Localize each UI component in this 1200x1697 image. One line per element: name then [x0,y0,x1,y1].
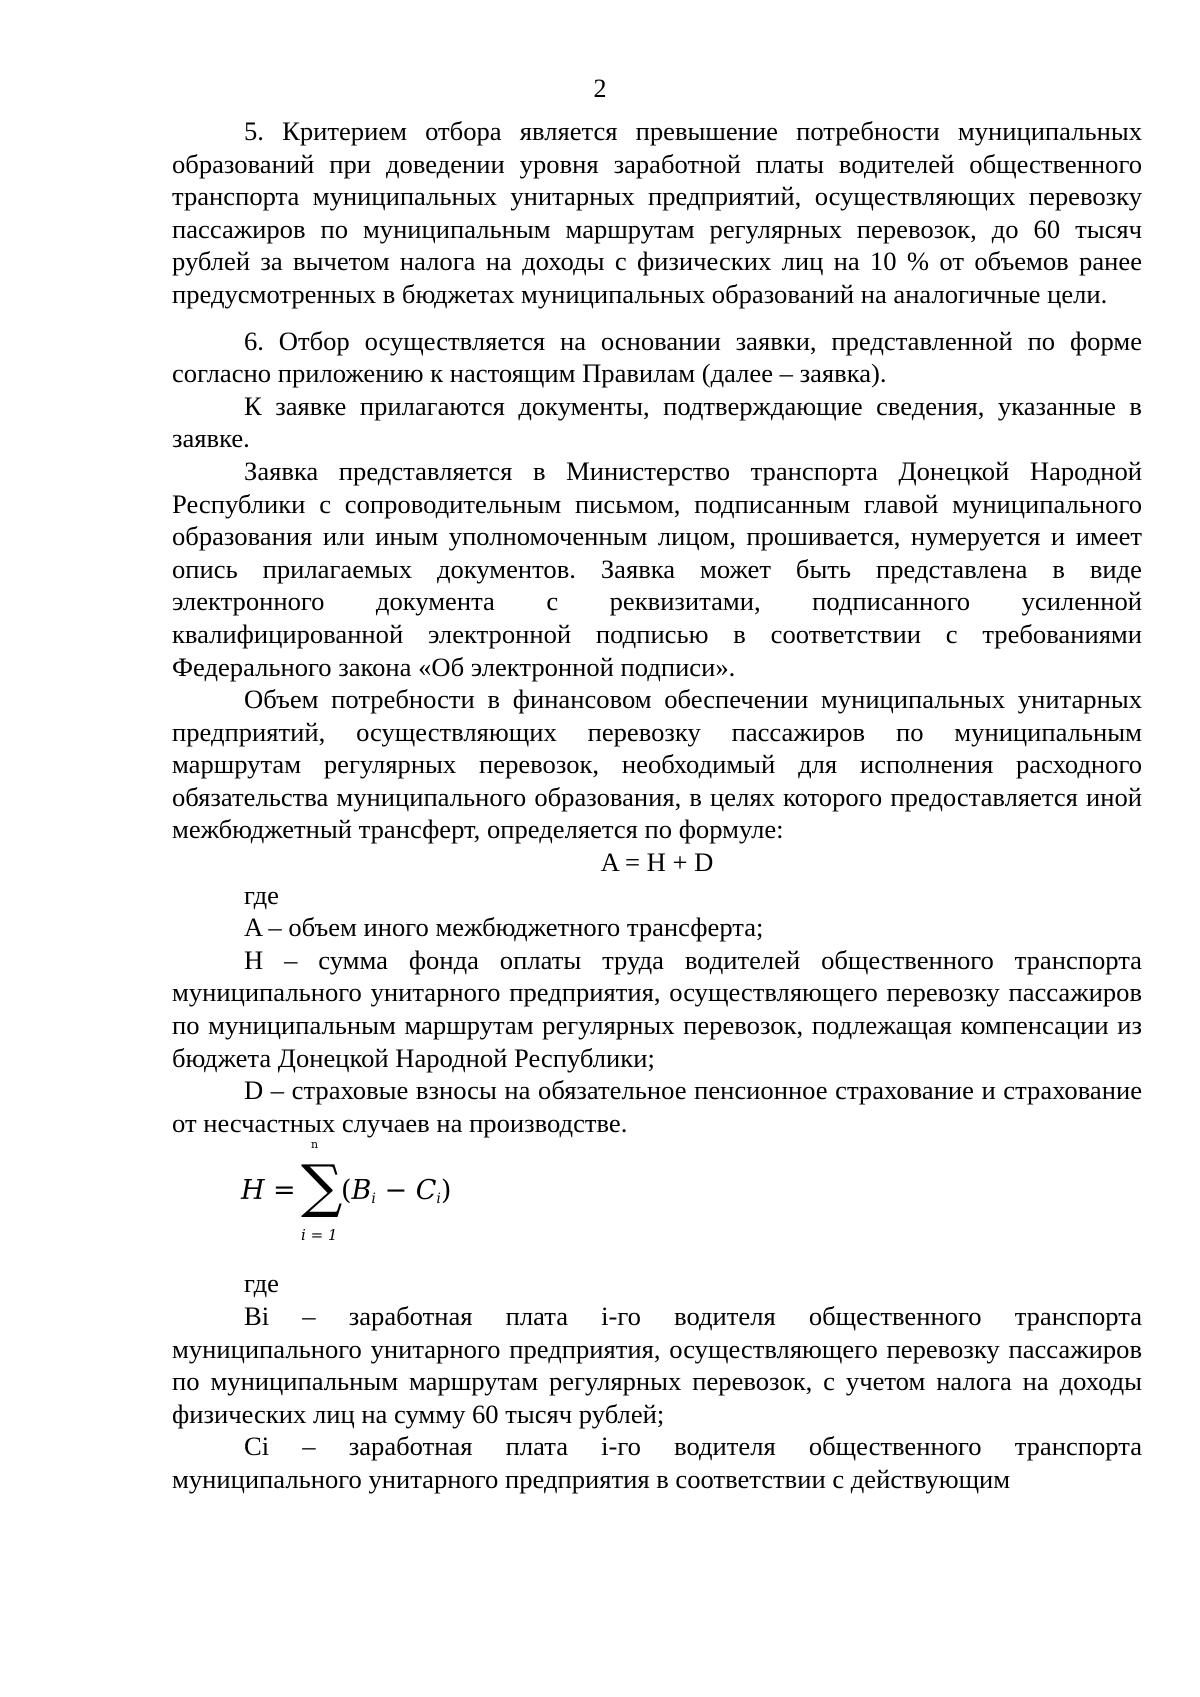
definition-ci: Ci – заработная плата i-го водителя общественного транспорта муниципального унитарного предприятия в соответствии с действующим [172,1431,1142,1494]
formula-sum-lhs: H [241,1175,265,1207]
term-c-subscript: i [436,1191,441,1208]
close-paren: ) [440,1175,452,1207]
paragraph-submission: Заявка представляется в Министерство транспорта Донецкой Народной Республики с сопроводительным письмом, подписанным главой муниципального образования или иным уполномоченным лицом, прошивается, нумеруется и имеет опись прилагаемых документов. Заявка может быть представлена в виде электронного документа с реквизитами, подписанного усиленной квалифицированной электронной подписью в соответствии с требованиями Федерального закона «Об электронной подписи». [172,455,1142,682]
paragraph-criterion: 5. Критерием отбора является превышение потребности муниципальных образований при доведении уровня заработной платы водителей общественного транспорта муниципальных унитарных предприятий, осуществляющих перевозку пассажиров по муниципальным маршрутам регулярных перевозок, до 60 тысяч рублей за вычетом налога на доходы с физических лиц на 10 % от объемов ранее предусмотренных в бюджетах муниципальных образований на аналогичные цели. [172,116,1142,309]
formula-sum-expression [341,1175,451,1216]
definition-a: A – объем иного межбюджетного трансферта; [244,912,764,943]
where-label: где [244,879,279,910]
sum-upper-limit: n [311,1138,319,1152]
formula-sum-block [172,1139,1142,1267]
term-b-subscript: i [371,1191,376,1208]
document-body [172,115,1142,1496]
formula-sum [241,1139,501,1267]
definition-d: D – страховые взносы на обязательное пенсионное страхование и страхование от несчастных случаев на производстве. [172,1075,1142,1138]
open-paren: ( [341,1175,352,1207]
formula-total: A = H + D [600,847,714,878]
formula-sum-equals: = [273,1175,296,1207]
paragraph-attached-documents: К заявке прилагаются документы, подтверждающие сведения, указанные в заявке. [172,390,1142,454]
term-b: B [351,1175,372,1207]
minus-sign: − [384,1175,408,1207]
page-number: 2 [593,74,607,103]
sum-lower-limit-text: i = 1 [301,1226,338,1245]
definition-bi: Bi – заработная плата i-го водителя общественного транспорта муниципального унитарного предприятия, осуществляющего перевозку пассажиров по муниципальным маршрутам регулярных перевозок, с учетом налога на доходы физических лиц на сумму 60 тысяч рублей; [172,1301,1142,1429]
sigma-symbol: ∑ [301,1152,343,1221]
where-label-2: где [244,1268,279,1299]
definition-h: H – сумма фонда оплаты труда водителей общественного транспорта муниципального унитарного предприятия, осуществляющего перевозку пассажиров по муниципальным маршрутам регулярных перевозок, подлежащая компенсации из бюджета Донецкой Народной Республики; [172,944,1142,1073]
paragraph-volume: Объем потребности в финансовом обеспечении муниципальных унитарных предприятий, осуществляющих перевозку пассажиров по муниципальным маршрутам регулярных перевозок, необходимый для исполнения расходного обязательства муниципального образования, в целях которого предоставляется иной межбюджетный трансферт, определяется по формуле: [172,684,1142,845]
sum-lower-limit [301,1227,337,1243]
paragraph-selection: 6. Отбор осуществляется на основании заявки, представленной по форме согласно приложению к настоящим Правилам (далее – заявка). [172,325,1142,389]
term-c: C [415,1175,437,1207]
